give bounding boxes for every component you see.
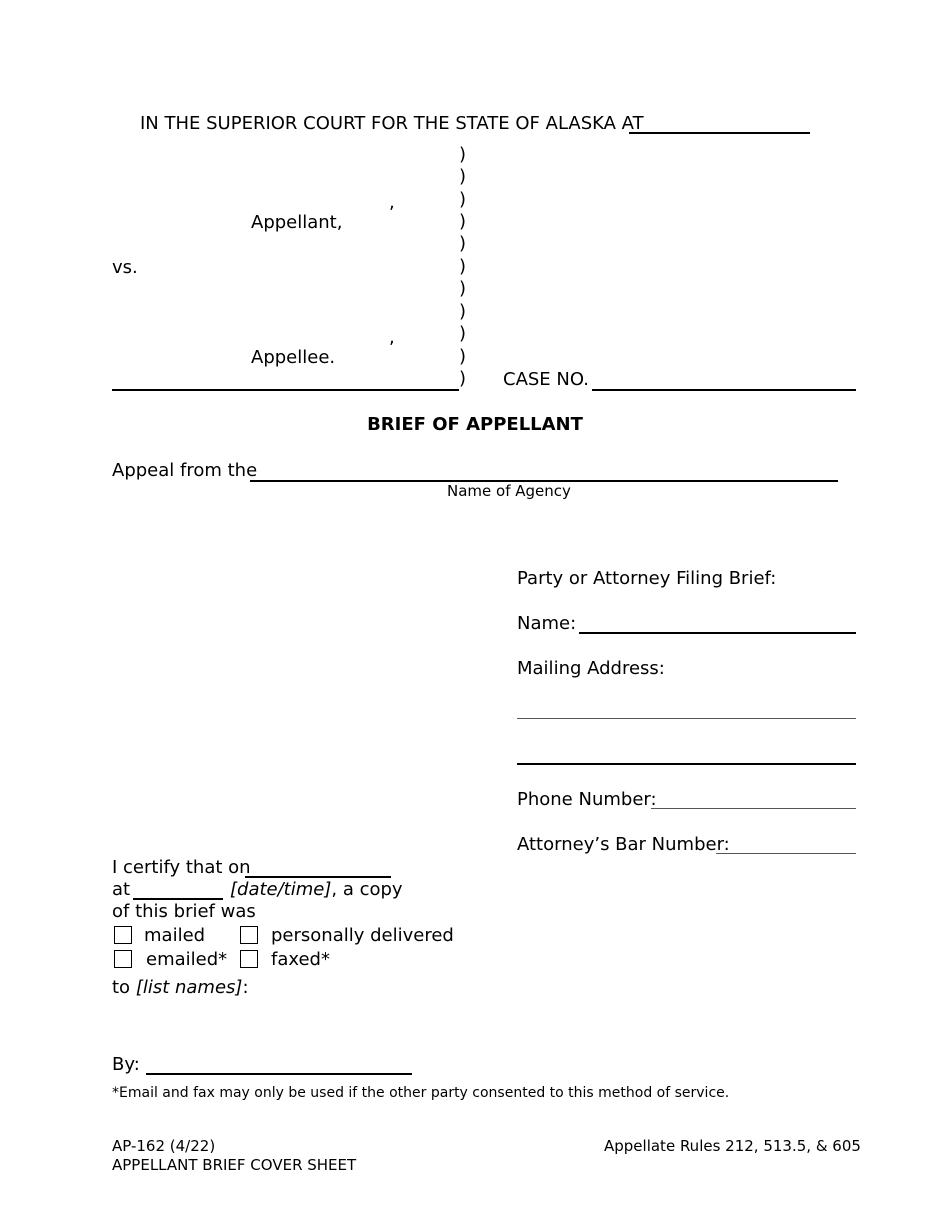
- caption-paren: ): [459, 211, 467, 232]
- caption-paren: ): [459, 189, 467, 210]
- agency-name-caption: Name of Agency: [447, 482, 571, 500]
- mailing-address-line-2[interactable]: [517, 743, 856, 765]
- appellate-rules: Appellate Rules 212, 513.5, & 605: [604, 1137, 861, 1155]
- faxed-label: faxed*: [271, 949, 330, 970]
- phone-label: Phone Number:: [517, 789, 657, 810]
- emailed-label: emailed*: [146, 949, 228, 970]
- certify-date-input[interactable]: [245, 856, 391, 878]
- form-title: APPELLANT BRIEF COVER SHEET: [112, 1156, 357, 1174]
- filer-name-label: Name:: [517, 613, 577, 634]
- case-no-label: CASE NO.: [503, 369, 590, 390]
- footnote: *Email and fax may only be used if the other party consented to this method of service.: [112, 1085, 730, 1101]
- signature-input[interactable]: [146, 1053, 412, 1075]
- caption-paren: ): [459, 166, 467, 187]
- filer-name-input[interactable]: [579, 612, 856, 634]
- colon: :: [242, 977, 249, 998]
- court-location-input[interactable]: [629, 112, 810, 134]
- bar-number-input[interactable]: [716, 833, 856, 854]
- caption-paren: ): [459, 256, 467, 277]
- caption-paren: ): [459, 346, 467, 367]
- mailing-address-line-1[interactable]: [517, 698, 856, 719]
- caption-paren: ): [459, 368, 467, 389]
- filer-heading: Party or Attorney Filing Brief:: [517, 568, 777, 589]
- appellee-comma: ,: [389, 327, 395, 348]
- mailed-checkbox[interactable]: [114, 926, 132, 944]
- appellant-label: Appellant,: [251, 212, 343, 233]
- personally-delivered-label: personally delivered: [271, 925, 454, 946]
- caption-paren: ): [459, 278, 467, 299]
- vs-label: vs.: [112, 257, 138, 278]
- document-title: BRIEF OF APPELLANT: [367, 414, 583, 435]
- appellant-comma: ,: [389, 192, 395, 213]
- appellee-label: Appellee.: [251, 347, 336, 368]
- certify-line-3: of this brief was: [112, 901, 256, 922]
- datetime-hint: [date/time]: [230, 879, 332, 900]
- faxed-checkbox[interactable]: [240, 950, 258, 968]
- emailed-checkbox[interactable]: [114, 950, 132, 968]
- case-no-input[interactable]: [592, 369, 856, 391]
- caption-paren: ): [459, 323, 467, 344]
- appeal-from-label: Appeal from the: [112, 460, 258, 481]
- form-number: AP-162 (4/22): [112, 1137, 216, 1155]
- phone-input[interactable]: [651, 788, 856, 809]
- mailing-address-label: Mailing Address:: [517, 658, 665, 679]
- personally-delivered-checkbox[interactable]: [240, 926, 258, 944]
- certify-time-input[interactable]: [133, 878, 223, 900]
- by-label: By:: [112, 1054, 140, 1075]
- list-names-hint: [list names]: [135, 977, 243, 998]
- court-heading: IN THE SUPERIOR COURT FOR THE STATE OF ALASKA AT: [140, 113, 644, 134]
- caption-paren: ): [459, 233, 467, 254]
- caption-paren: ): [459, 144, 467, 165]
- caption-bottom-line[interactable]: [112, 369, 459, 391]
- mailed-label: mailed: [144, 925, 206, 946]
- certify-label: I certify that on: [112, 857, 251, 878]
- certify-at-label: at: [112, 879, 131, 900]
- caption-paren: ): [459, 301, 467, 322]
- to-label: to: [112, 977, 131, 998]
- copy-label: , a copy: [331, 879, 403, 900]
- bar-number-label: Attorney’s Bar Number:: [517, 834, 730, 855]
- agency-name-input[interactable]: [250, 460, 838, 482]
